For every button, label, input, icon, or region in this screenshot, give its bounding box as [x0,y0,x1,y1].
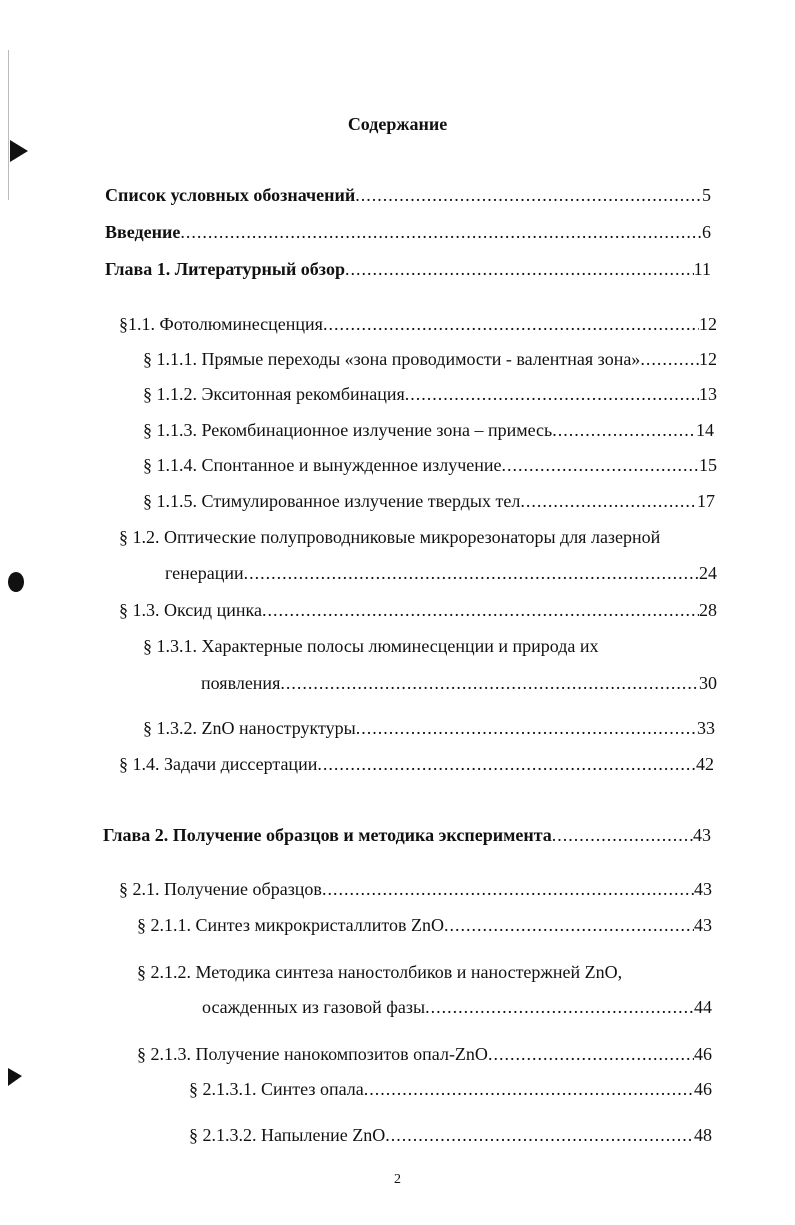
toc-entry-1-2: § 1.2. Оптические полупроводниковые микрорезонаторы для лазерной [119,527,661,547]
toc-entry-1-1-2: § 1.1.2. Экситонная рекомбинация ..... 13 [143,383,717,405]
toc-entry-2-1-1: § 2.1.1. Синтез микрокристаллитов ZnO ..... 43 [137,914,712,936]
toc-title: Содержание [347,114,448,134]
toc-entry-abbreviations: Список условных обозначений ..... 5 [105,184,711,206]
toc-entry-chapter-2: Глава 2. Получение образцов и методика эксперимента ..... 43 [103,824,711,846]
toc-entry-1-1: §1.1. Фотолюминесценция ..... 12 [119,313,717,335]
toc-entry-1-1-3: § 1.1.3. Рекомбинационное излучение зона – примесь ..... 14 [143,419,714,441]
toc-entry-chapter-1: Глава 1. Литературный обзор ..... 11 [105,258,711,280]
toc-entry-1-1-5: § 1.1.5. Стимулированное излучение твердых тел ..... 17 [143,490,715,512]
scan-mark-top [8,138,30,164]
scan-mark-bottom [6,1066,24,1088]
toc-entry-2-1-3-1: § 2.1.3.1. Синтез опала ..... 46 [189,1078,712,1100]
toc-entry-1-3: § 1.3. Оксид цинка ..... 28 [119,599,717,621]
toc-entry-1-3-1-continuation: появления ..... 30 [201,672,717,694]
toc-entry-introduction: Введение ..... 6 [105,221,711,243]
toc-entry-1-1-4: § 1.1.4. Спонтанное и вынужденное излучение ..... 15 [143,454,717,476]
toc-entry-2-1-3: § 2.1.3. Получение нанокомпозитов опал-ZnO ..... 46 [137,1043,712,1065]
toc-entry-1-2-continuation: генерации ..... 24 [165,562,717,584]
toc-entry-1-1-1: § 1.1.1. Прямые переходы «зона проводимости - валентная зона» ..... 12 [143,348,717,370]
toc-entry-2-1-2-continuation: осажденных из газовой фазы ..... 44 [202,996,712,1018]
toc-entry-1-3-2: § 1.3.2. ZnO наноструктуры ..... 33 [143,717,715,739]
toc-entry-2-1: § 2.1. Получение образцов ..... 43 [119,878,712,900]
toc-entry-2-1-2: § 2.1.2. Методика синтеза наностолбиков и наностержней ZnO, [137,962,623,982]
page-number: 2 [394,1172,401,1187]
toc-entry-1-3-1: § 1.3.1. Характерные полосы люминесценции и природа их [143,636,599,656]
scan-mark-middle [6,570,26,594]
toc-entry-1-4: § 1.4. Задачи диссертации ..... 42 [119,753,714,775]
toc-entry-2-1-3-2: § 2.1.3.2. Напыление ZnO ..... 48 [189,1124,712,1146]
